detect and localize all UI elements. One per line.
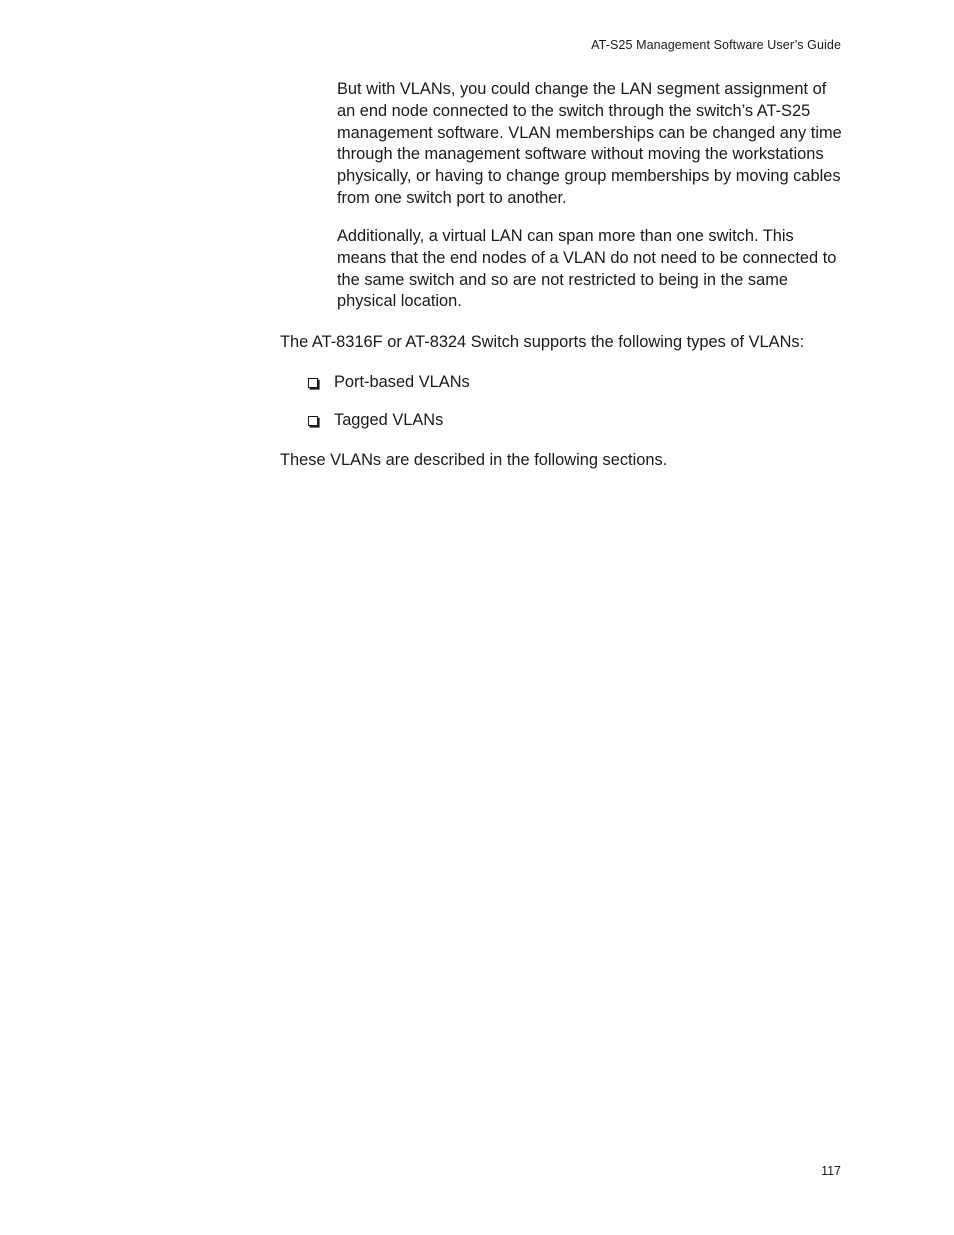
list-item-tagged-vlans: [308, 410, 443, 432]
checkbox-bullet-icon: [308, 378, 318, 388]
paragraph-closing: These VLANs are described in the following sections.: [280, 451, 668, 469]
page-number: 117: [821, 1164, 841, 1178]
list-item-label: Tagged VLANs: [334, 411, 444, 429]
checkbox-bullet-icon: [308, 416, 318, 426]
paragraph-vlan-span: Additionally, a virtual LAN can span more than one switch. This means that the end nodes of a VLAN do not need to be connected to the same switch and so are not restricted to being in the same physical location.: [337, 227, 837, 311]
list-item-port-based-vlans: [308, 372, 470, 394]
paragraph-vlan-membership: But with VLANs, you could change the LAN segment assignment of an end node connected to the switch through the switch’s AT-S25 management software. VLAN memberships can be changed any time through the management software without moving the workstations physically, or having to change group memberships by moving cables from one switch port to another.: [337, 80, 842, 207]
running-header: AT-S25 Management Software User’s Guide: [591, 38, 841, 52]
paragraph-vlan-types-intro: The AT-8316F or AT-8324 Switch supports the following types of VLANs:: [280, 333, 805, 351]
list-item-label: Port-based VLANs: [334, 373, 470, 391]
